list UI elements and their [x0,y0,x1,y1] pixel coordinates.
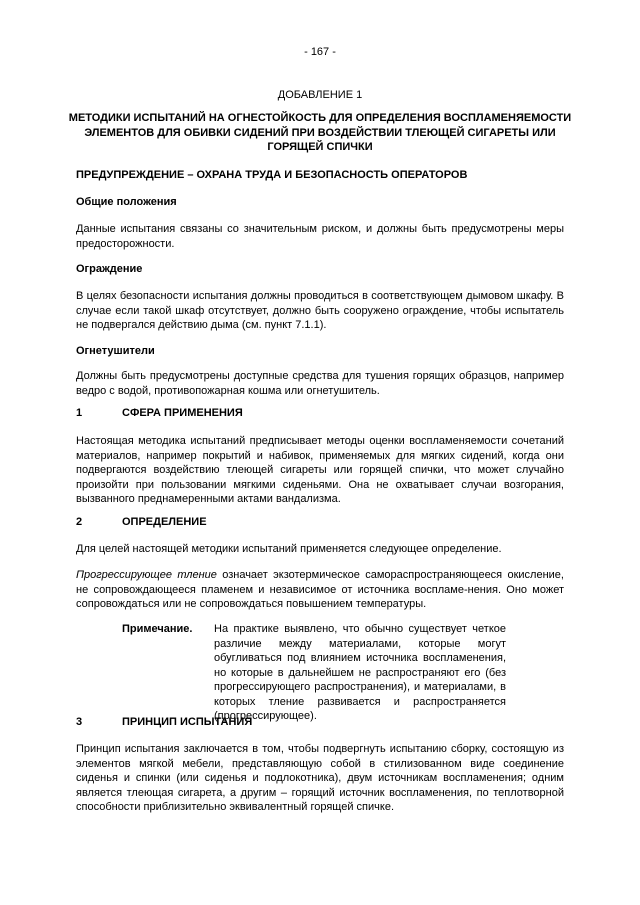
extinguishers-text: Должны быть предусмотрены доступные средства для тушения горящих образцов, например ведро с водой, противопожарная кошма или огнетушитель. [76,370,564,397]
section3-title: ПРИНЦИП ИСПЫТАНИЯ [122,716,253,728]
note-text: На практике выявлено, что обычно существует четкое различие между материалами, которые могут обугливаться под влиянием источника воспламенения, но которые в дальнейшем не распространяют его (без прогрессирующего распространения), и материалами, в которых тление развивается и распространяется (прогрессирующее). [214,623,506,722]
section1-heading [76,406,564,421]
enclosure-heading: Ограждение [76,263,143,275]
section3-text: Принцип испытания заключается в том, чтобы подвергнуть испытанию сборку, состоящую из элементов мягкой мебели, представляющую собой в стилизованном виде соединение сиденья и спинки (или сиденья и подлокотника), двум источникам воспламенения; одним является тлеющая сигарета, а другим – горящий источник воспламенения, по теплотворной способности приблизительно эквивалентный горящей спичке. [76,743,564,813]
section1-title: СФЕРА ПРИМЕНЕНИЯ [122,407,243,419]
section1-text: Настоящая методика испытаний предписывает методы оценки воспламеняемости сочетаний материалов, например покрытий и набивок, применяемых для мягких сидений, когда они подвергаются воздействию тлеющей сигареты или горящей спички, что может случайно произойти при пользовании мягкими сиденьями. Она не охватывает случаи возгорания, вызванного преднамеренными актами вандализма. [76,435,564,505]
general-text: Данные испытания связаны со значительным риском, и должны быть предусмотрены меры предосторожности. [76,223,564,250]
section2-intro: Для целей настоящей методики испытаний применяется следующее определение. [76,543,502,555]
extinguishers-heading: Огнетушители [76,345,155,357]
section2-heading [76,515,564,530]
page-number: - 167 - [304,46,336,58]
general-heading: Общие положения [76,196,177,208]
note-label: Примечание. [122,623,193,635]
section2-title: ОПРЕДЕЛЕНИЕ [122,516,207,528]
definition-text: означает экзотермическое самораспространяющееся окисление, не сопровождающееся пламенем и независимое от источника воспламе-нения. Оно может сопровождаться или не сопровождаться повышением температуры. [76,569,564,610]
section1-number: 1 [76,407,83,419]
enclosure-text: В целях безопасности испытания должны проводиться в соответствующем дымовом шкафу. В случае если такой шкаф отсутствует, должно быть сооружено ограждение, чтобы испытатель не подвергался действию дыма (см. пункт 7.1.1). [76,290,564,331]
section3-number: 3 [76,716,83,728]
section2-definition [76,568,564,612]
defined-term: Прогрессирующее тление [76,569,217,581]
section3-heading [76,715,564,730]
section2-number: 2 [76,516,83,528]
annex-title: ДОБАВЛЕНИЕ 1 [277,89,363,101]
main-title: МЕТОДИКИ ИСПЫТАНИЙ НА ОГНЕСТОЙКОСТЬ ДЛЯ ОПРЕДЕЛЕНИЯ ВОСПЛАМЕНЯЕМОСТИ ЭЛЕМЕНТОВ ДЛЯ ОБИВКИ СИДЕНИЙ ПРИ ВОЗДЕЙСТВИИ ТЛЕЮЩЕЙ СИГАРЕТЫ ИЛИ ГОРЯЩЕЙ СПИЧКИ [68,112,572,153]
warning-heading: ПРЕДУПРЕЖДЕНИЕ – ОХРАНА ТРУДА И БЕЗОПАСНОСТЬ ОПЕРАТОРОВ [76,169,468,181]
